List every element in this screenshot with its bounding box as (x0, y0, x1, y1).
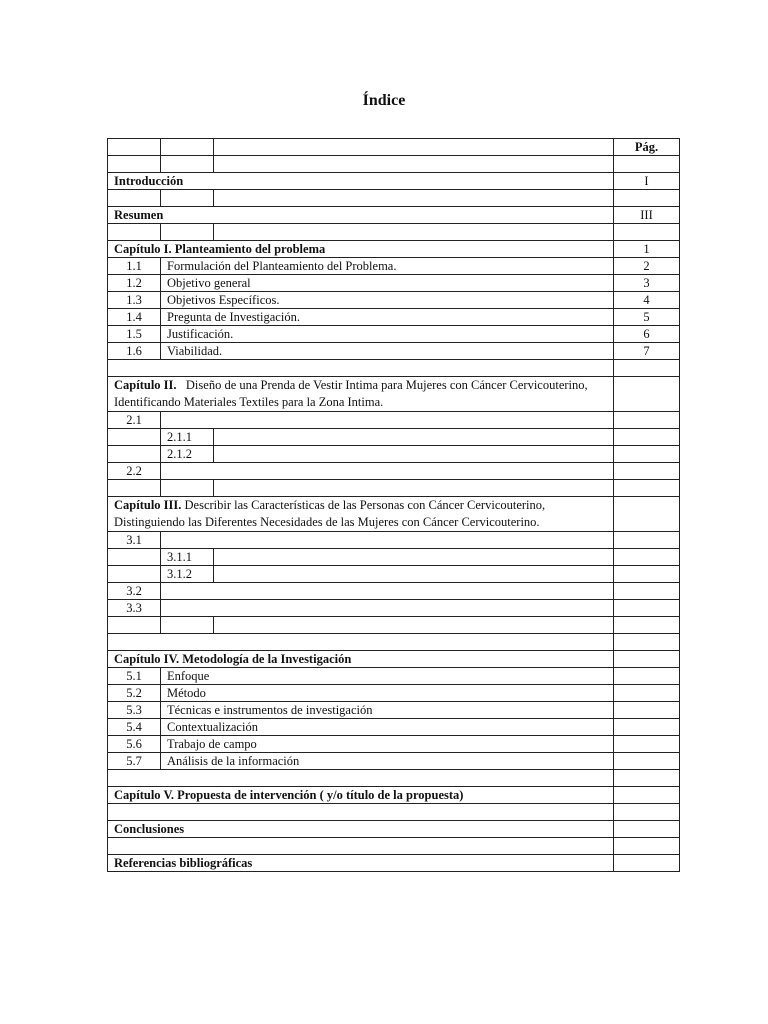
entry-number: 3.1.1 (161, 549, 214, 566)
entry-page: III (614, 207, 680, 224)
toc-subentry (108, 326, 680, 343)
entry-number: 5.1 (108, 668, 161, 685)
chapter-text: Describir las Características de las Personas con Cáncer Cervicouterino, Distinguiendo las Diferentes Necesidades de las Mujeres con Cáncer Cervicouterino. (114, 498, 546, 529)
entry-page: 5 (614, 309, 680, 326)
table-row (108, 360, 680, 377)
entry-label: Objetivos Específicos. (161, 292, 614, 309)
toc-subentry (108, 412, 680, 429)
toc-entry-resumen (108, 207, 680, 224)
entry-number: 3.2 (108, 583, 161, 600)
table-row (108, 224, 680, 241)
entry-label: Conclusiones (108, 821, 614, 838)
table-row (108, 804, 680, 821)
entry-page: 4 (614, 292, 680, 309)
chapter-label: Capítulo III. (114, 498, 182, 512)
entry-number: 2.1.1 (161, 429, 214, 446)
entry-number: 1.4 (108, 309, 161, 326)
entry-label: Capítulo I. Planteamiento del problema (108, 241, 614, 258)
toc-subentry (108, 463, 680, 480)
table-row (108, 139, 680, 156)
page-title: Índice (362, 92, 406, 109)
toc-subentry (108, 292, 680, 309)
toc-entry-conclusiones (108, 821, 680, 838)
entry-label (108, 377, 614, 412)
entry-label (108, 497, 614, 532)
toc-entry-cap2 (108, 377, 680, 412)
entry-number: 1.5 (108, 326, 161, 343)
entry-number: 1.6 (108, 343, 161, 360)
entry-label: Resumen (108, 207, 614, 224)
toc-entry-introduccion (108, 173, 680, 190)
entry-label: Justificación. (161, 326, 614, 343)
toc-subentry (108, 309, 680, 326)
table-row (108, 770, 680, 787)
toc-subentry (108, 446, 680, 463)
entry-number: 3.1.2 (161, 566, 214, 583)
entry-page: 6 (614, 326, 680, 343)
chapter-text: Diseño de una Prenda de Vestir Intima para Mujeres con Cáncer Cervicouterino, Identificando Materiales Textiles para la Zona Intima. (114, 378, 588, 409)
entry-number: 3.1 (108, 532, 161, 549)
toc-subentry (108, 668, 680, 685)
entry-page: I (614, 173, 680, 190)
entry-number: 3.3 (108, 600, 161, 617)
toc-table (107, 138, 680, 872)
entry-number: 2.2 (108, 463, 161, 480)
entry-label: Objetivo general (161, 275, 614, 292)
entry-number: 2.1.2 (161, 446, 214, 463)
toc-subentry (108, 275, 680, 292)
chapter-label: Capítulo II. (114, 378, 177, 392)
toc-entry-cap5 (108, 787, 680, 804)
table-row (108, 634, 680, 651)
entry-number: 5.6 (108, 736, 161, 753)
toc-subentry (108, 702, 680, 719)
toc-subentry (108, 549, 680, 566)
entry-label: Pregunta de Investigación. (161, 309, 614, 326)
entry-number: 1.2 (108, 275, 161, 292)
table-row (108, 617, 680, 634)
entry-number: 1.1 (108, 258, 161, 275)
pag-header: Pág. (614, 139, 680, 156)
toc-subentry (108, 600, 680, 617)
toc-subentry (108, 719, 680, 736)
toc-entry-cap1 (108, 241, 680, 258)
toc-subentry (108, 736, 680, 753)
entry-number: 5.2 (108, 685, 161, 702)
entry-page: 3 (614, 275, 680, 292)
entry-label: Referencias bibliográficas (108, 855, 614, 872)
entry-label: Introducción (108, 173, 614, 190)
entry-page: 2 (614, 258, 680, 275)
toc-entry-referencias (108, 855, 680, 872)
entry-label: Método (161, 685, 614, 702)
entry-label: Análisis de la información (161, 753, 614, 770)
table-row (108, 480, 680, 497)
toc-subentry (108, 532, 680, 549)
entry-label: Contextualización (161, 719, 614, 736)
entry-label: Capítulo IV. Metodología de la Investigación (108, 651, 614, 668)
toc-subentry (108, 429, 680, 446)
toc-subentry (108, 258, 680, 275)
table-row (108, 190, 680, 207)
toc-subentry (108, 685, 680, 702)
entry-number: 5.4 (108, 719, 161, 736)
entry-number: 2.1 (108, 412, 161, 429)
toc-subentry (108, 566, 680, 583)
entry-label: Formulación del Planteamiento del Problema. (161, 258, 614, 275)
entry-page: 1 (614, 241, 680, 258)
entry-label: Enfoque (161, 668, 614, 685)
toc-entry-cap3 (108, 497, 680, 532)
entry-label: Trabajo de campo (161, 736, 614, 753)
toc-entry-cap4 (108, 651, 680, 668)
toc-subentry (108, 583, 680, 600)
entry-number: 5.3 (108, 702, 161, 719)
entry-label: Técnicas e instrumentos de investigación (161, 702, 614, 719)
entry-page: 7 (614, 343, 680, 360)
table-row (108, 838, 680, 855)
table-row (108, 156, 680, 173)
toc-subentry (108, 343, 680, 360)
entry-number: 1.3 (108, 292, 161, 309)
entry-label: Viabilidad. (161, 343, 614, 360)
entry-number: 5.7 (108, 753, 161, 770)
entry-label: Capítulo V. Propuesta de intervención ( y/o título de la propuesta) (108, 787, 614, 804)
toc-subentry (108, 753, 680, 770)
